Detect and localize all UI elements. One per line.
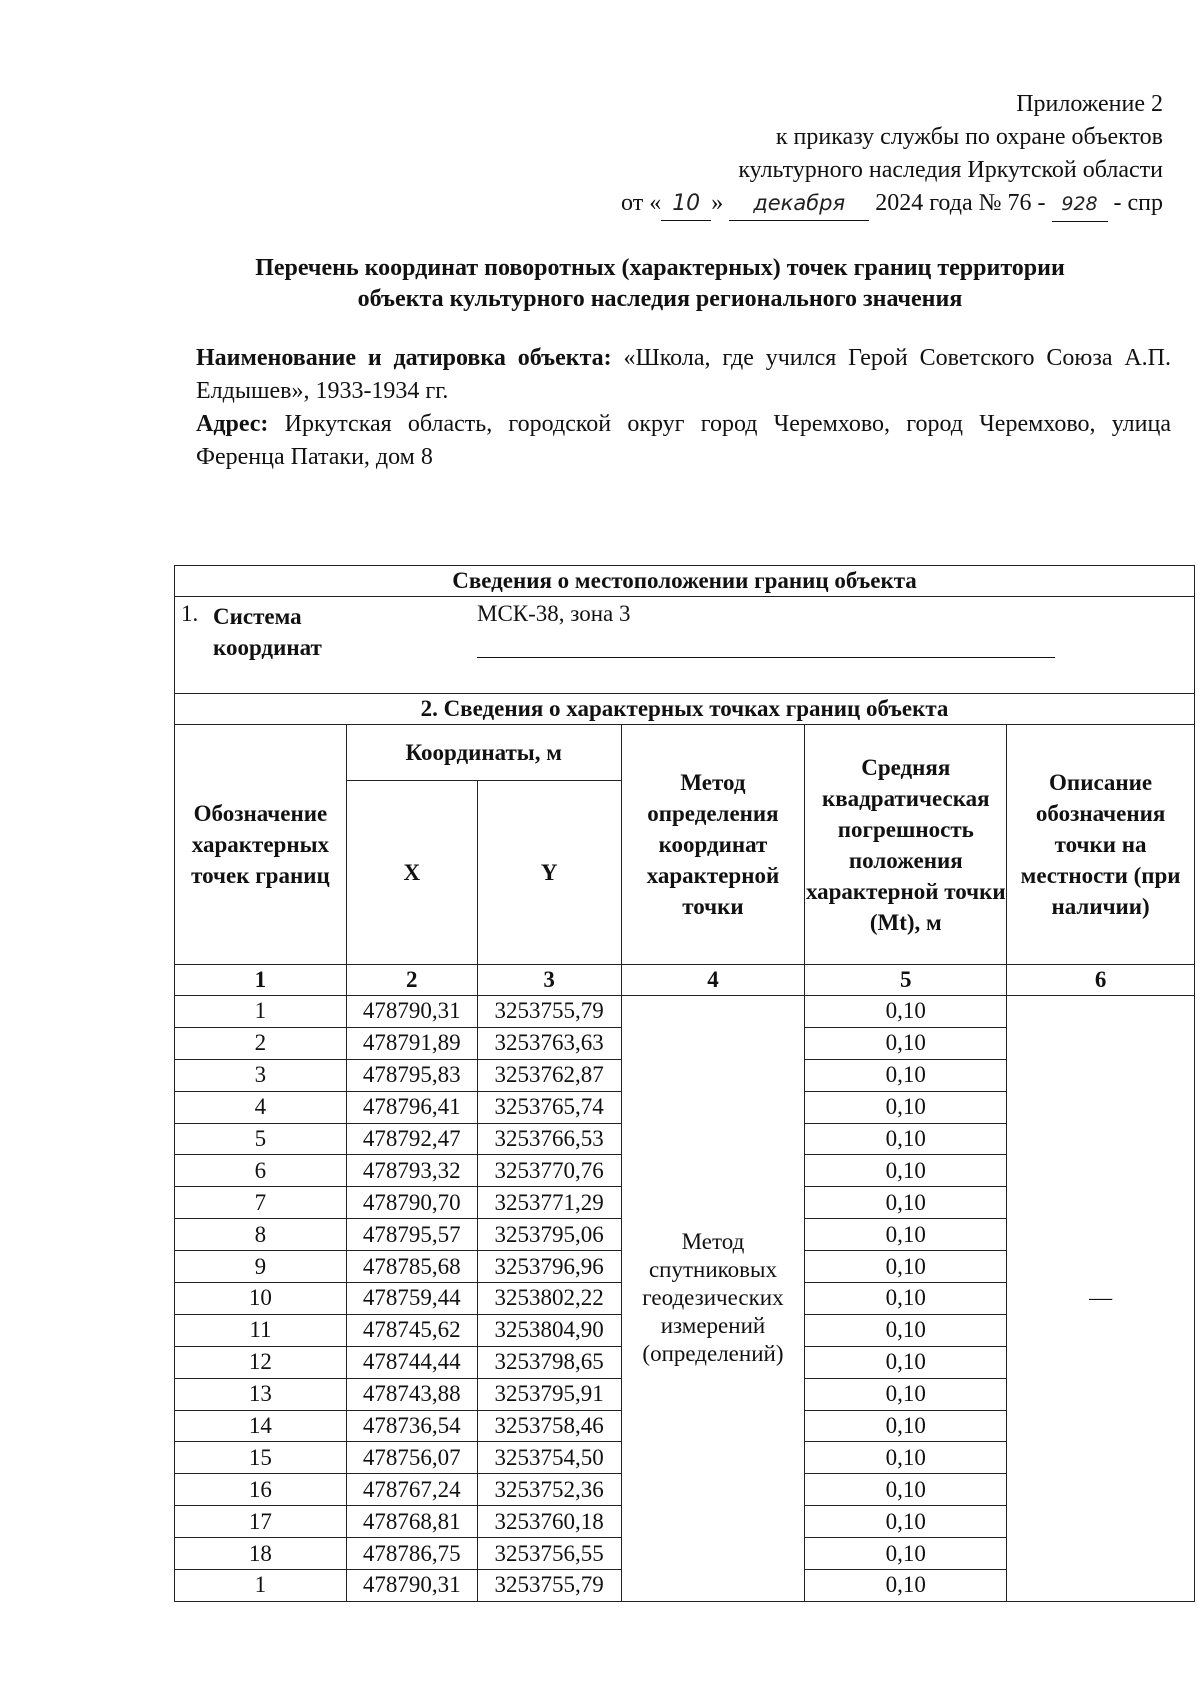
coordinate-system-value: МСК-38, зона 3 <box>477 601 631 626</box>
title-line-2: объекта культурного наследия регионального значения <box>357 286 963 312</box>
order-date-line <box>621 187 1163 222</box>
point-number-cell: 13 <box>175 1378 347 1410</box>
y-coordinate-cell: 3253771,29 <box>477 1187 621 1219</box>
object-info <box>196 342 1171 474</box>
y-coordinate-cell: 3253804,90 <box>477 1314 621 1346</box>
title-line-1: Перечень координат поворотных (характерных) точек границ территории <box>255 255 1065 281</box>
point-number-cell: 14 <box>175 1410 347 1442</box>
section-1-title: Сведения о местоположении границ объекта <box>175 566 1195 597</box>
x-coordinate-cell: 478790,70 <box>346 1187 477 1219</box>
x-coordinate-cell: 478759,44 <box>346 1283 477 1315</box>
point-number-cell: 4 <box>175 1091 347 1123</box>
mean-error-cell: 0,10 <box>805 1346 1007 1378</box>
x-coordinate-cell: 478756,07 <box>346 1442 477 1474</box>
header-mean-error: Средняя квадратическая погрешность положения характерной точки (Mt), м <box>805 725 1007 965</box>
x-coordinate-cell: 478743,88 <box>346 1378 477 1410</box>
order-suffix: - спр <box>1113 190 1163 216</box>
point-number-cell: 11 <box>175 1314 347 1346</box>
x-coordinate-cell: 478790,31 <box>346 996 477 1028</box>
header-coordinates: Координаты, м <box>346 725 621 781</box>
y-coordinate-cell: 3253760,18 <box>477 1506 621 1538</box>
header-method: Метод определения координат характерной точки <box>621 725 805 965</box>
point-number-cell: 15 <box>175 1442 347 1474</box>
object-name-label: Наименование и датировка объекта: <box>196 345 612 371</box>
point-number-cell: 8 <box>175 1219 347 1251</box>
x-coordinate-cell: 478744,44 <box>346 1346 477 1378</box>
coordinate-system-underline <box>477 657 1055 658</box>
mean-error-cell: 0,10 <box>805 1410 1007 1442</box>
x-coordinate-cell: 478791,89 <box>346 1027 477 1059</box>
point-number-cell: 16 <box>175 1474 347 1506</box>
mean-error-cell: 0,10 <box>805 1474 1007 1506</box>
point-number-cell: 9 <box>175 1251 347 1283</box>
y-coordinate-cell: 3253795,91 <box>477 1378 621 1410</box>
coordinate-system-label-line-1: Система <box>213 604 302 629</box>
point-number-cell: 18 <box>175 1538 347 1570</box>
column-number: 3 <box>477 965 621 996</box>
mean-error-cell: 0,10 <box>805 1442 1007 1474</box>
column-number: 4 <box>621 965 805 996</box>
mean-error-cell: 0,10 <box>805 1155 1007 1187</box>
header-y: Y <box>477 781 621 965</box>
order-reference-line: к приказу службы по охране объектов <box>775 124 1163 150</box>
column-number-row <box>175 965 1195 996</box>
mean-error-cell: 0,10 <box>805 1314 1007 1346</box>
appendix-number: Приложение 2 <box>1016 91 1163 117</box>
object-address-label: Адрес: <box>196 411 269 437</box>
mean-error-cell: 0,10 <box>805 1059 1007 1091</box>
order-quote: » <box>711 190 724 216</box>
y-coordinate-cell: 3253752,36 <box>477 1474 621 1506</box>
y-coordinate-cell: 3253795,06 <box>477 1219 621 1251</box>
coordinate-system-number: 1. <box>181 601 199 626</box>
y-coordinate-cell: 3253798,65 <box>477 1346 621 1378</box>
point-number-cell: 10 <box>175 1283 347 1315</box>
coordinate-system-cell <box>175 597 1195 694</box>
coordinate-system-label-line-2: координат <box>213 635 322 660</box>
column-number: 5 <box>805 965 1007 996</box>
point-number-cell: 5 <box>175 1123 347 1155</box>
header-x: X <box>346 781 477 965</box>
y-coordinate-cell: 3253762,87 <box>477 1059 621 1091</box>
table-row <box>175 996 1195 1028</box>
y-coordinate-cell: 3253802,22 <box>477 1283 621 1315</box>
header-description: Описание обозначения точки на местности (при наличии) <box>1007 725 1195 965</box>
object-address-value: Иркутская область, городской округ город Черемхово, город Черемхово, улица Ференца Патаки, дом 8 <box>196 411 1171 470</box>
coordinate-system-label <box>213 601 322 663</box>
y-coordinate-cell: 3253754,50 <box>477 1442 621 1474</box>
point-number-cell: 6 <box>175 1155 347 1187</box>
mean-error-cell: 0,10 <box>805 1378 1007 1410</box>
x-coordinate-cell: 478795,83 <box>346 1059 477 1091</box>
mean-error-cell: 0,10 <box>805 1187 1007 1219</box>
x-coordinate-cell: 478745,62 <box>346 1314 477 1346</box>
mean-error-cell: 0,10 <box>805 1251 1007 1283</box>
mean-error-cell: 0,10 <box>805 1027 1007 1059</box>
y-coordinate-cell: 3253796,96 <box>477 1251 621 1283</box>
x-coordinate-cell: 478767,24 <box>346 1474 477 1506</box>
point-number-cell: 12 <box>175 1346 347 1378</box>
order-prefix: от « <box>621 190 662 216</box>
mean-error-cell: 0,10 <box>805 996 1007 1028</box>
y-coordinate-cell: 3253770,76 <box>477 1155 621 1187</box>
mean-error-cell: 0,10 <box>805 1506 1007 1538</box>
point-number-cell: 1 <box>175 1570 347 1602</box>
x-coordinate-cell: 478796,41 <box>346 1091 477 1123</box>
object-name-value: «Школа, где учился Герой Советского Союза А.П. Елдышев», 1933-1934 гг. <box>196 345 1171 404</box>
coordinate-rows <box>175 996 1195 1602</box>
mean-error-cell: 0,10 <box>805 1219 1007 1251</box>
mean-error-cell: 0,10 <box>805 1091 1007 1123</box>
column-number: 1 <box>175 965 347 996</box>
y-coordinate-cell: 3253756,55 <box>477 1538 621 1570</box>
x-coordinate-cell: 478786,75 <box>346 1538 477 1570</box>
x-coordinate-cell: 478792,47 <box>346 1123 477 1155</box>
x-coordinate-cell: 478785,68 <box>346 1251 477 1283</box>
issuing-authority: культурного наследия Иркутской области <box>738 157 1163 183</box>
y-coordinate-cell: 3253765,74 <box>477 1091 621 1123</box>
y-coordinate-cell: 3253763,63 <box>477 1027 621 1059</box>
document-title <box>160 253 1160 315</box>
method-cell: Метод спутниковых геодезических измерений (определений) <box>621 996 805 1602</box>
mean-error-cell: 0,10 <box>805 1283 1007 1315</box>
point-number-cell: 3 <box>175 1059 347 1091</box>
y-coordinate-cell: 3253755,79 <box>477 1570 621 1602</box>
order-day-handwritten: 10 <box>661 187 711 221</box>
x-coordinate-cell: 478736,54 <box>346 1410 477 1442</box>
appendix-header <box>621 88 1163 222</box>
point-number-cell: 17 <box>175 1506 347 1538</box>
object-name-paragraph <box>196 342 1171 408</box>
object-address-paragraph <box>196 408 1171 474</box>
y-coordinate-cell: 3253758,46 <box>477 1410 621 1442</box>
column-number: 6 <box>1007 965 1195 996</box>
section-2-title: 2. Сведения о характерных точках границ объекта <box>175 694 1195 725</box>
description-cell: — <box>1007 996 1195 1602</box>
y-coordinate-cell: 3253766,53 <box>477 1123 621 1155</box>
point-number-cell: 1 <box>175 996 347 1028</box>
column-number: 2 <box>346 965 477 996</box>
y-coordinate-cell: 3253755,79 <box>477 996 621 1028</box>
order-month-handwritten: декабря <box>729 187 869 221</box>
mean-error-cell: 0,10 <box>805 1570 1007 1602</box>
coordinates-table <box>174 565 1195 1602</box>
mean-error-cell: 0,10 <box>805 1123 1007 1155</box>
point-number-cell: 2 <box>175 1027 347 1059</box>
mean-error-cell: 0,10 <box>805 1538 1007 1570</box>
x-coordinate-cell: 478768,81 <box>346 1506 477 1538</box>
order-number-handwritten: 928 <box>1052 188 1108 222</box>
header-point-designation: Обозначение характерных точек границ <box>175 725 347 965</box>
x-coordinate-cell: 478795,57 <box>346 1219 477 1251</box>
x-coordinate-cell: 478793,32 <box>346 1155 477 1187</box>
order-year-text: 2024 года № 76 - <box>875 190 1046 216</box>
x-coordinate-cell: 478790,31 <box>346 1570 477 1602</box>
point-number-cell: 7 <box>175 1187 347 1219</box>
